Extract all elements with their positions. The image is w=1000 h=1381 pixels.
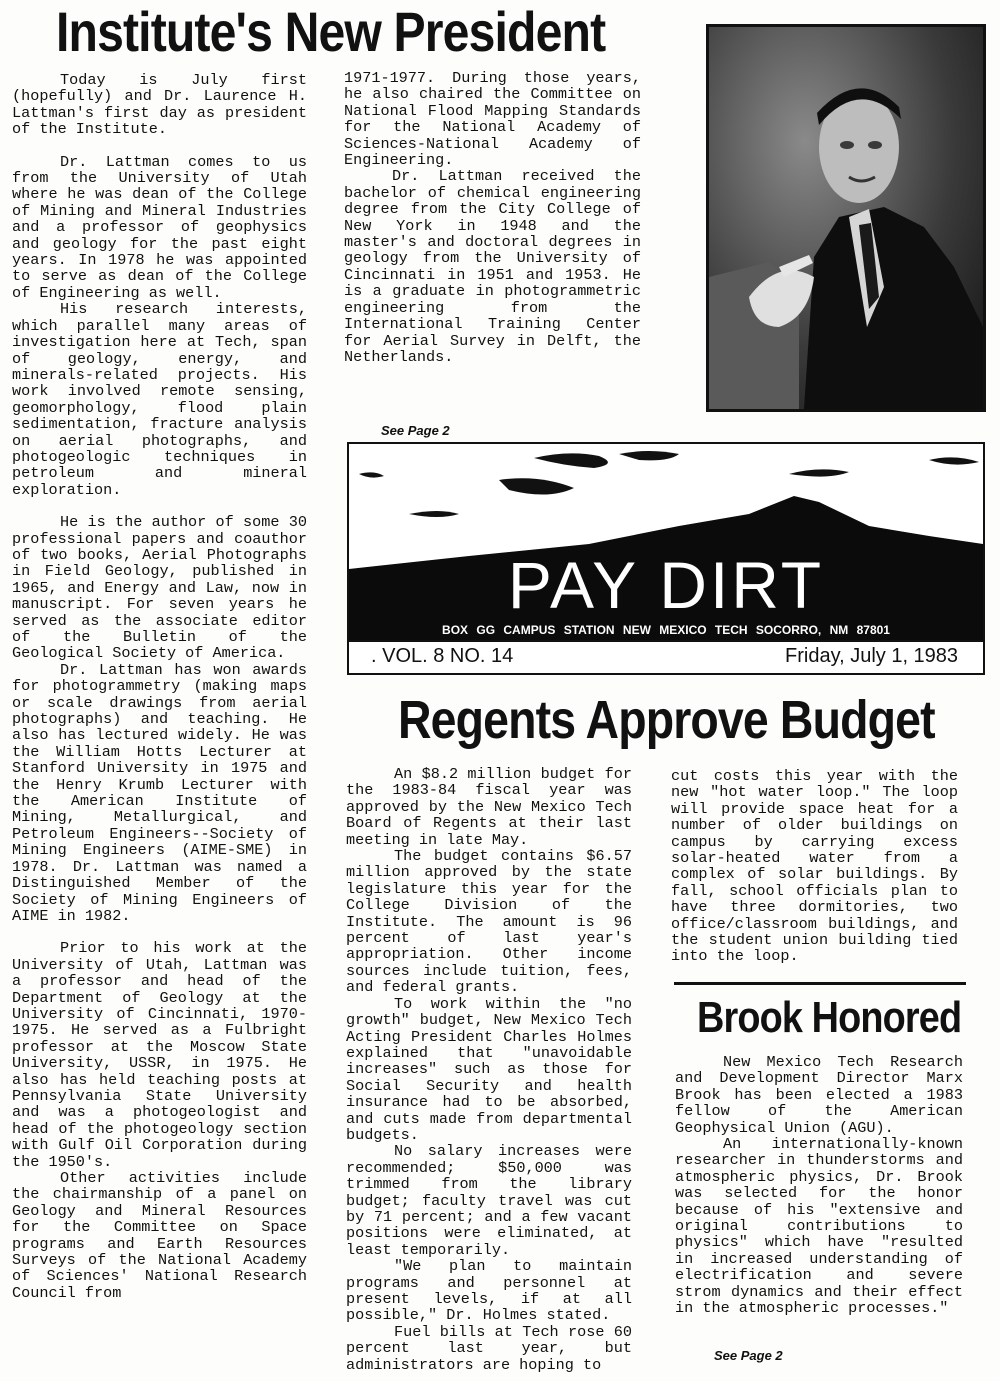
paragraph: Dr. Lattman has won awards for photogrammetry (making maps or scale drawings from aerial photographs) and teaching. He also has lectured widely. He was the William Hotts Lecturer at Stanford University in 1975 and the Henry Krumb Lecturer with the American Institute of Mining, Metallurgical, and Petroleum Engineers--Society of Mining Engineers (AIME-SME) in 1978. Dr. Lattman was named a Distinguished Member of the Society of Mining Engineers of AIME in 1982. <box>12 660 307 925</box>
portrait-photo <box>706 24 986 412</box>
paragraph: cut costs this year with the new "hot water loop." The loop will provide space heat for a number of older buildings on campus by carrying excess solar-heated water from a complex of solar buildings. By fall, school officials plan to have three dormitories, two office/classroom buildings, and the student union building tied into the loop. <box>671 767 958 966</box>
masthead-title: PAY DIRT <box>507 548 825 622</box>
paragraph: Dr. Lattman received the bachelor of chemical engineering degree from the City College of New York in 1948 and the master's and doctoral degrees in geology from the University of Cincinnati in 1951 and 1953. He is a graduate in photogrammetric engineering from the International Training Center for Aerial Survey in Delft, the Netherlands. <box>344 167 641 366</box>
paragraph: His research interests, which parallel many areas of investigation here at Tech, span of geology, energy, and minerals-related projects. His work involved remote sensing, geomorphology, flood plain sedimentation, fracture analysis on aerial photographs, and photogeologic techniques in petroleum and mineral exploration. <box>12 300 307 499</box>
president-column-2 <box>344 70 641 365</box>
paragraph: Today is July first (hopefully) and Dr. Laurence H. Lattman's first day as president of the Institute. <box>12 71 307 139</box>
paragraph: He is the author of some 30 professional papers and coauthor of two books, Aerial Photographs in Field Geology, published in 1965, and Energy and Law, now in manuscript. For seven years he served as the associate editor of the Bulletin of the Geological Society of America. <box>12 513 307 663</box>
section-divider <box>674 982 966 985</box>
paragraph: An $8.2 million budget for the 1983-84 fiscal year was approved by the New Mexico Tech Board of Regents at their last meeting in late May. <box>346 765 632 849</box>
headline-budget: Regents Approve Budget <box>398 690 935 750</box>
masthead-issue-bar <box>349 640 983 673</box>
portrait-image <box>709 27 983 409</box>
paragraph: No salary increases were recommended; $50,000 was trimmed from the library budget; faculty travel was cut by 71 percent; and a few vacant positions were eliminated, at least temporarily. <box>346 1142 632 1259</box>
brook-column <box>675 1054 963 1317</box>
paragraph: To work within the "no growth" budget, New Mexico Tech Acting President Charles Holmes explained that "unavoidable increases" such as those for Social Security and health insurance had to be absorbed, and cuts made from departmental budgets. <box>346 994 632 1144</box>
see-page-link[interactable]: See Page 2 <box>714 1348 783 1363</box>
paragraph: The budget contains $6.57 million approved by the state legislature this year for the College Division of the Institute. The amount is 96 percent of last year's appropriation. Other income sources include tuition, fees, and federal grants. <box>346 847 632 997</box>
see-page-link[interactable]: See Page 2 <box>381 423 450 438</box>
paragraph: Dr. Lattman comes to us from the University of Utah where he was dean of the College of Mining and Mineral Industries and a professor of geophysics and geology for the past eight years. In 1978 he was appointed to serve as dean of the College of Engineering as well. <box>12 152 307 302</box>
paragraph: 1971-1977. During those years, he also chaired the Committee on National Flood Mapping Standards for the National Academy of Sciences-National Academy of Engineering. <box>344 69 641 170</box>
budget-column-1 <box>346 766 632 1373</box>
issue-date: Friday, July 1, 1983 <box>785 645 959 667</box>
paragraph: New Mexico Tech Research and Development Director Marx Brook has been elected a 1983 fellow of the American Geophysical Union (AGU). <box>675 1053 963 1137</box>
headline-president: Institute's New President <box>56 0 606 63</box>
budget-column-2 <box>671 768 958 965</box>
paragraph: Fuel bills at Tech rose 60 percent last year, but administrators are hoping to <box>346 1322 632 1374</box>
masthead <box>347 442 985 675</box>
paragraph: "We plan to maintain programs and personnel at present levels, if at all possible," Dr. Holmes stated. <box>346 1257 632 1325</box>
paragraph: Prior to his work at the University of Utah, Lattman was a professor and head of the Department of Geology at the University of Cincinnati, 1970-1975. He served as a Fulbright professor at the Moscow State University, USSR, in 1975. He also has held teaching posts at Pennsylvania State University and was a photogeologist and head of the photogeology section with Gulf Oil Corporation during the 1950's. <box>12 939 307 1171</box>
president-column-1 <box>12 72 307 1301</box>
paragraph: An internationally-known researcher in thunderstorms and atmospheric physics, Dr. Brook was selected for the honor because of his "extensive and original contributions to physics" which have "resulted in increased understanding of electrification and severe strom dynamics and their effect in the atmospheric processes." <box>675 1135 963 1318</box>
volume-number: . VOL. 8 NO. 14 <box>371 645 514 667</box>
masthead-address: BOX GG CAMPUS STATION NEW MEXICO TECH SOCORRO, NM 87801 <box>442 623 890 637</box>
headline-brook: Brook Honored <box>697 993 962 1042</box>
paragraph: Other activities include the chairmanship of a panel on Geology and Mineral Resources for the Committee on Space programs and Earth Resources Surveys of the National Academy of Sciences' National Research Council from <box>12 1169 307 1302</box>
